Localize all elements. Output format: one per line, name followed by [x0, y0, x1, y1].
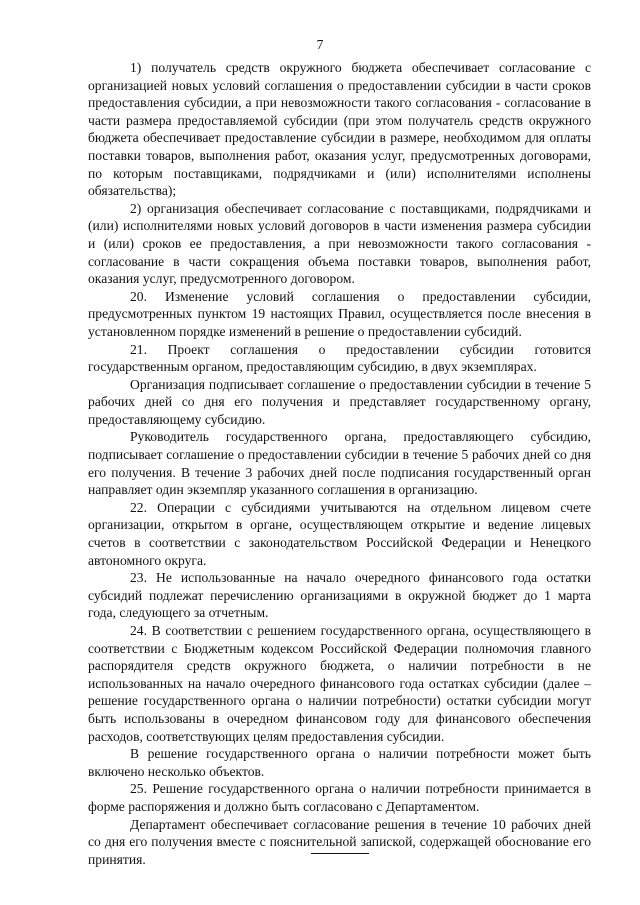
page-number: 7: [316, 37, 324, 52]
paragraph-25: 25. Решение государственного органа о наличии потребности принимается в форме распоряжения и должно быть согласовано с Департаментом.: [88, 781, 591, 814]
paragraph-21: 21. Проект соглашения о предоставлении субсидии готовится государственным органом, предоставляющим субсидию, в двух экземплярах.: [88, 341, 591, 375]
paragraph-1-2: 2) организация обеспечивает согласование с поставщиками, подрядчиками и (или) исполнителями новых условий договоров в части изменения размера субсидии и (или) сроков ее предоставления, а при невозможности такого согласования - согласование в части сокращения объема поставки товаров, выполнения работ, оказания услуг, предусмотренного договором.: [88, 200, 591, 287]
footer-divider: [311, 853, 369, 854]
paragraph-1-1: 1) получатель средств окружного бюджета обеспечивает согласование с организацией новых условий соглашения о предоставлении субсидии в части сроков предоставления субсидии, а при невозможности такого согласования - согласование в части размера предоставляемой субсидии (при этом получатель средств окружного бюджета обеспечивает предоставление субсидии в размере, необходимом для оплаты поставки товаров, выполнения работ, оказания услуг, предусмотренных договорами, по которым поставщиками, подрядчиками и (или) исполнителями исполнены обязательства);: [88, 60, 591, 199]
document-body: [88, 59, 591, 868]
paragraph-21-organization: Организация подписывает соглашение о предоставлении субсидии в течение 5 рабочих дней со дня его получения и представляет государственному органу, предоставляющему субсидию.: [88, 376, 591, 427]
paragraph-24: 24. В соответствии с решением государственного органа, осуществляющего в соответствии с Бюджетным кодексом Российской Федерации полномочия главного распорядителя средств окружного бюджета, о наличии потребности в не использованных на начало очередного финансового года остатках субсидии (далее – решение государственного органа о наличии потребности) остатки субсидии могут быть использованы в очередном финансовом году для финансового обеспечения расходов, соответствующих целям предоставления субсидии.: [88, 623, 591, 744]
paragraph-25-department: Департамент обеспечивает согласование решения в течение 10 рабочих дней со дня его получения вместе с пояснительной запиской, содержащей обоснование его принятия.: [88, 816, 591, 867]
paragraph-20: 20. Изменение условий соглашения о предоставлении субсидии, предусмотренных пунктом 19 настоящих Правил, осуществляется после внесения в установленном порядке изменений в решение о предоставлении субсидий.: [88, 288, 591, 339]
paragraph-22: 22. Операции с субсидиями учитываются на отдельном лицевом счете организации, открытом в органе, осуществляющем открытие и ведение лицевых счетов в соответствии с законодательством Российской Федерации и Ненецкого автономного округа.: [88, 499, 591, 568]
paragraph-21-head: Руководитель государственного органа, предоставляющего субсидию, подписывает соглашение о предоставлении субсидии в течение 5 рабочих дней со дня его получения. В течение 3 рабочих дней после подписания государственный орган направляет один экземпляр указанного соглашения в организацию.: [88, 429, 591, 498]
paragraph-23: 23. Не использованные на начало очередного финансового года остатки субсидий подлежат перечислению организациями в окружной бюджет до 1 марта года, следующего за отчетным.: [88, 570, 591, 621]
paragraph-24-objects: В решение государственного органа о наличии потребности может быть включено несколько объектов.: [88, 746, 591, 779]
